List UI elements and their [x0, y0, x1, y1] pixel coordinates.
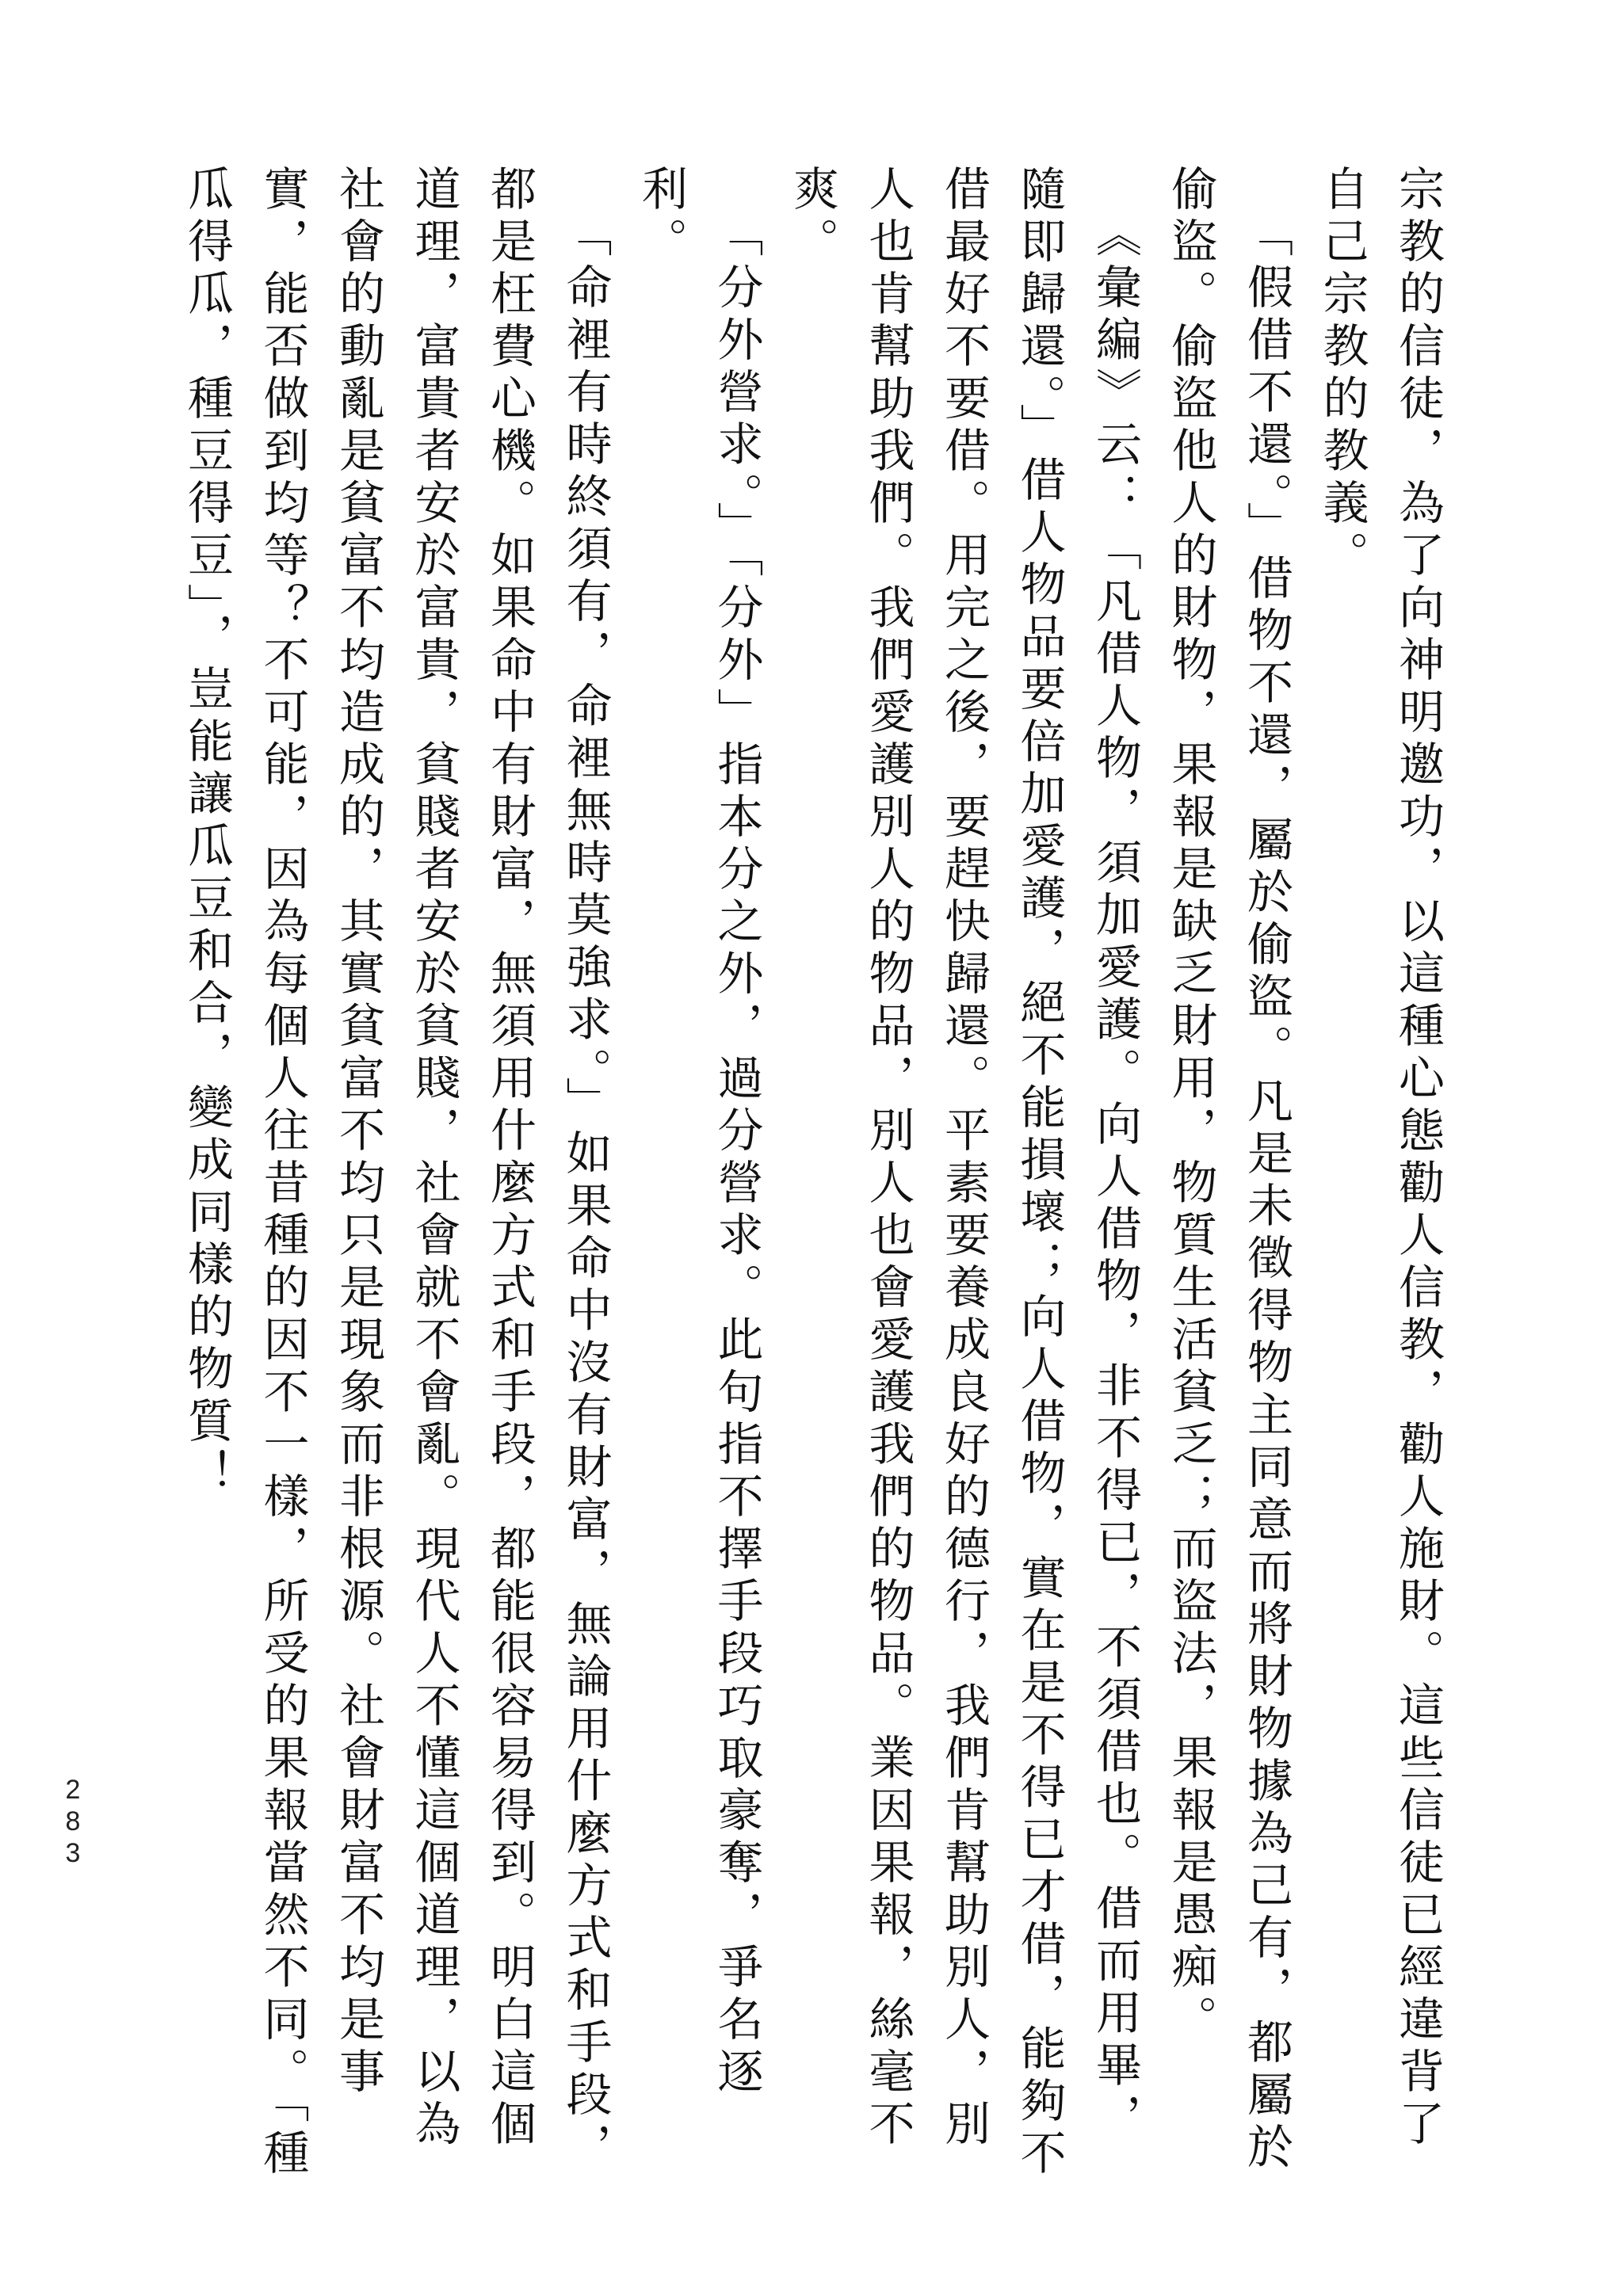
paragraph-borrow-not-return: 「假借不還。」借物不還，屬於偷盜。凡是未徵得物主同意而將財物據為己有，都屬於偷盜。偷盜他人的財物，果報是缺乏財用，物質生活貧乏；而盜法，果報是愚痴。 [1163, 165, 1293, 2175]
paragraph-huibian-quote: 《彙編》云：「凡借人物，須加愛護。向人借物，非不得已，不須借也。借而用畢，隨即歸還。」借人物品要倍加愛護，絕不能損壞；向人借物，實在是不得已才借，能夠不借最好不要借。用完之後，要趕快歸還。平素要養成良好的德行，我們肯幫助別人，別人也肯幫助我們。我們愛護別人的物品，別人也會愛護我們的物品。業因果報，絲毫不爽。 [785, 165, 1142, 2181]
page-number: 283 [58, 1775, 88, 1870]
body-text [169, 165, 1456, 2193]
paragraph-excessive-seeking: 「分外營求。」「分外」指本分之外，過分營求。此句指不擇手段巧取豪奪，爭名逐利。 [634, 165, 764, 2100]
paragraph-continuation: 宗教的信徒，為了向神明邀功，以這種心態勸人信教，勸人施財。這些信徒已經違背了自己宗教的教義。 [1315, 165, 1445, 2152]
paragraph-fate-wealth: 「命裡有時終須有，命裡無時莫強求。」如果命中沒有財富，無論用什麼方式和手段，都是枉費心機。如果命中有財富，無須用什麼方式和手段，都能很容易得到。明白這個道理，富貴者安於富貴，貧賤者安於貧賤，社會就不會亂。現代人不懂這個道理，以為社會的動亂是貧富不均造成的，其實貧富不均只是現象而非根源。社會財富不均是事實，能否做到均等？不可能，因為每個人往昔種的因不一樣，所受的果報當然不同。「種瓜得瓜，種豆得豆」，豈能讓瓜豆和合，變成同樣的物質！ [180, 165, 613, 2181]
